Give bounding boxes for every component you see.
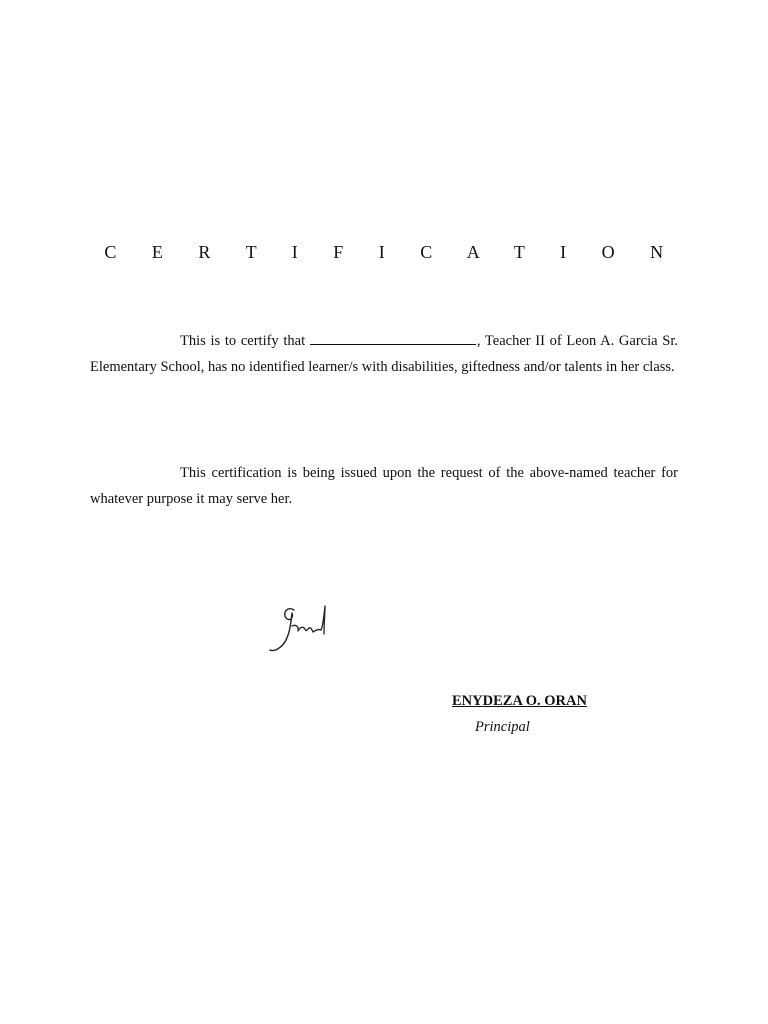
paragraph1-lead-text: This is to certify that: [180, 333, 310, 349]
paragraph1-body-text: , Teacher II of Leon A. Garcia Sr. Elementary School, has no identified learner/s with disabilities, giftedness and/or talents in her class.: [90, 333, 678, 375]
name-blank-line: [310, 332, 476, 345]
document-title: C E R T I F I C A T I O N: [104, 242, 679, 262]
signatory-position: Principal: [475, 719, 530, 735]
signatory-name: ENYDEZA O. ORAN: [452, 693, 587, 709]
paragraph2-text: This certification is being issued upon the request of the above-named teacher for whatever purpose it may serve her.: [90, 465, 678, 507]
purpose-paragraph: [90, 460, 678, 512]
handwritten-signature: [266, 600, 336, 656]
certification-paragraph: [90, 328, 678, 380]
